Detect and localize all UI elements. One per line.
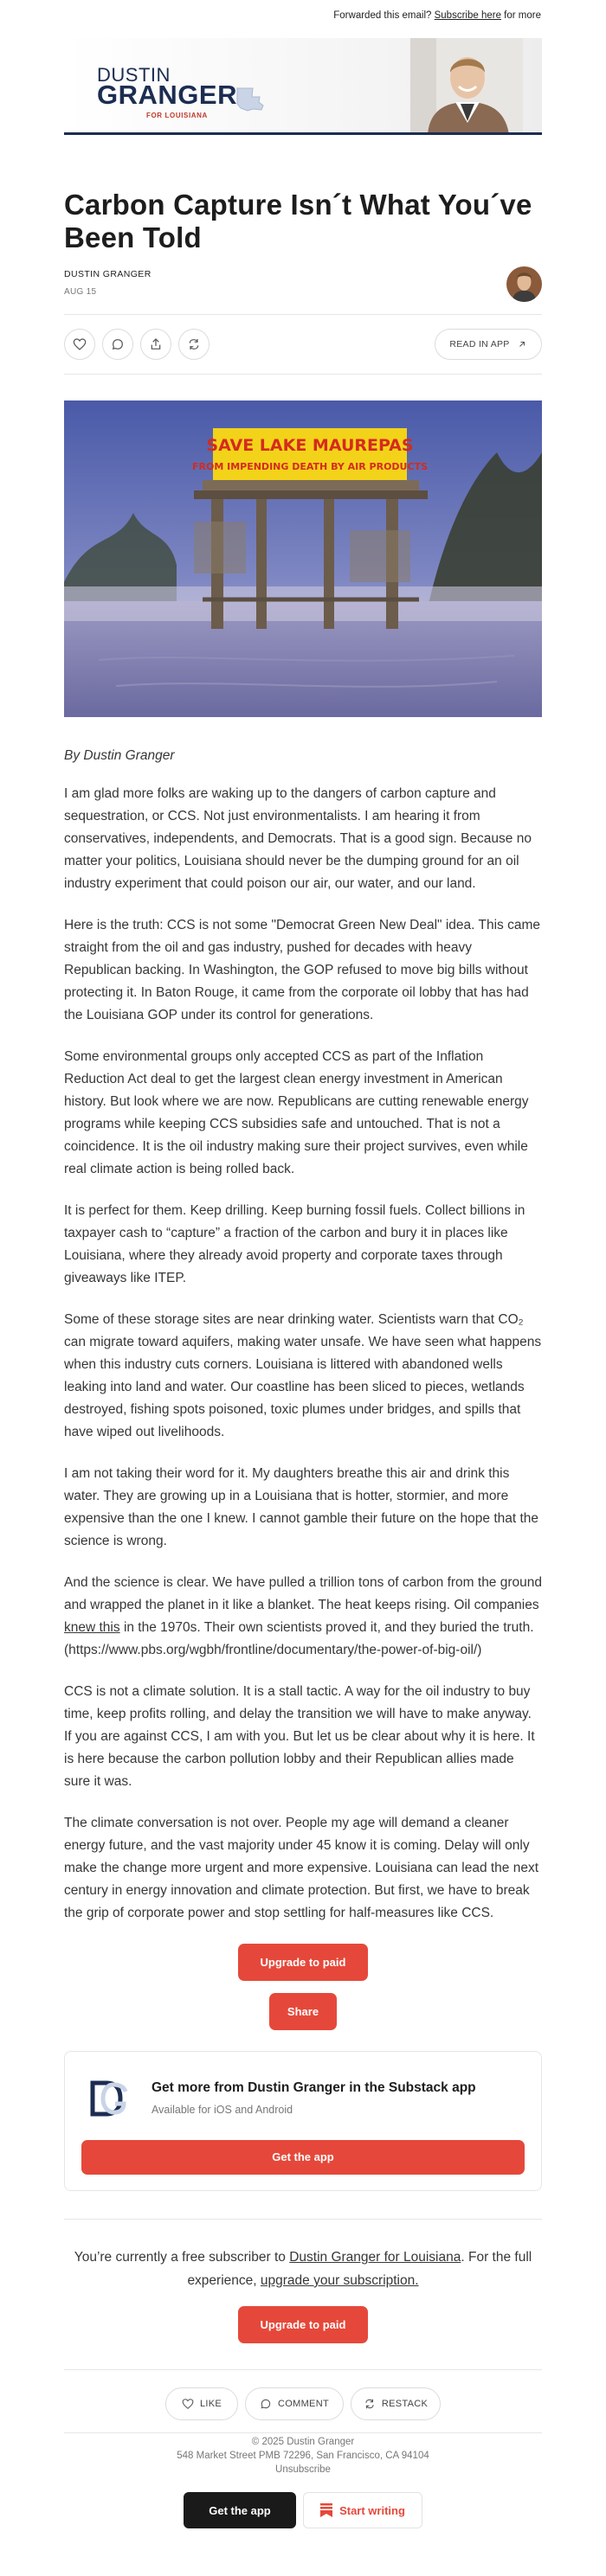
share-button[interactable] (140, 329, 171, 360)
like-button[interactable] (64, 329, 95, 360)
forwarded-notice (0, 0, 606, 31)
post-byline: By Dustin Granger (64, 748, 175, 763)
publication-link[interactable]: Dustin Granger for Louisiana (289, 2250, 461, 2265)
divider (64, 374, 542, 375)
substack-logo-icon (320, 2503, 332, 2517)
mailing-address: 548 Market Street PMB 72296, San Francisco, CA 94104 (177, 2451, 429, 2461)
share-post-button[interactable]: Share (269, 1993, 337, 2030)
body-paragraph: I am not taking their word for it. My daughters breathe this air and drink this water. They are growing up in a Louisiana that is hotter, stormier, and more expensive than the one I knew. I cannot gamble their future on the hope that the science is wrong. (64, 1466, 539, 1548)
like-label: LIKE (199, 2399, 222, 2409)
footer-comment-button[interactable] (245, 2387, 344, 2420)
restack-label: RESTACK (381, 2399, 429, 2409)
protest-sign-subtext: FROM IMPENDING DEATH BY AIR PRODUCTS (192, 461, 428, 472)
subscription-text: You’re currently a free subscriber to (74, 2250, 286, 2265)
upgrade-subscription-link[interactable]: upgrade your subscription. (260, 2273, 419, 2288)
app-promo-subtitle: Available for iOS and Android (152, 2104, 293, 2116)
logo-tagline: FOR LOUISIANA (146, 112, 208, 119)
post-meta (64, 269, 542, 314)
publication-logo-icon (87, 2078, 129, 2119)
body-paragraph: The climate conversation is not over. People my age will demand a cleaner energy future, and the vast majority under 45 know it is coming. Delay will only make the change more urgent and more expensive. Louisiana can lead the next century in energy innovation and climate protection. But first, we have to break the grip of corporate power and stop settling for half-measures like CCS. (64, 1816, 539, 1920)
body-paragraph: CCS is not a climate solution. It is a stall tactic. A way for the oil industry to buy time, keep profits rolling, and delay the transition we will have to make anyway. If you are against CCS, I am with you. But let us be clear about why it is here. It is here because the carbon pollution lobby and their Republican allies made sure it was. (64, 1684, 535, 1789)
start-writing-label: Start writing (339, 2503, 405, 2517)
hero-image[interactable] (64, 400, 542, 717)
heart-icon (182, 2398, 194, 2410)
paragraph-text: in the 1970s. Their own scientists proved it, and they buried the truth. (https://www.pbs.org/wgbh/frontline/documentary/the-power-of-big-oil/) (64, 1620, 534, 1657)
copyright: © 2025 Dustin Granger (251, 2437, 355, 2447)
bottom-buttons (64, 2492, 542, 2528)
body-paragraph: Here is the truth: CCS is not some "Democrat Green New Deal" idea. This came straight from the oil and gas industry, pushed for decades with heavy Republican backing. In Washington, the GOP refused to move big bills without protecting it. In Baton Rouge, it came from the corporate oil lobby that has had the Louisiana GOP under its control for generations. (64, 918, 540, 1022)
footer-legal (64, 2435, 542, 2477)
post-author[interactable]: DUSTIN GRANGER (64, 269, 152, 279)
subscription-note (64, 2246, 542, 2292)
author-avatar[interactable] (506, 266, 542, 302)
read-in-app-button[interactable] (435, 329, 542, 360)
restack-button[interactable] (178, 329, 210, 360)
unsubscribe-link[interactable]: Unsubscribe (275, 2464, 331, 2475)
paragraph-text: And the science is clear. We have pulled a trillion tons of carbon from the ground and wrapped the planet in it like a blanket. The heat keeps rising. Oil companies (64, 1575, 542, 1612)
post-action-bar (64, 315, 542, 374)
post-title[interactable]: Carbon Capture Isn´t What You´ve Been Told (64, 189, 532, 253)
upgrade-to-paid-button[interactable]: Upgrade to paid (238, 1944, 368, 1981)
divider (64, 2369, 542, 2370)
divider (64, 2219, 542, 2220)
comment-icon (260, 2398, 272, 2410)
get-the-app-button[interactable]: Get the app (81, 2140, 525, 2175)
comment-label: COMMENT (278, 2399, 329, 2409)
heart-icon (73, 337, 87, 351)
subscription-text: . For the full experience, (187, 2250, 532, 2288)
comment-icon (111, 337, 125, 351)
app-promo-title: Get more from Dustin Granger in the Substack app (152, 2080, 476, 2095)
avatar-image (506, 266, 542, 302)
footer-restack-button[interactable] (351, 2387, 441, 2420)
body-paragraph (64, 1572, 542, 1662)
protest-sign-text: SAVE LAKE MAUREPAS (206, 436, 414, 455)
footer-get-app-button[interactable]: Get the app (184, 2492, 296, 2528)
post-date: AUG 15 (64, 287, 97, 297)
knew-this-link[interactable]: knew this (64, 1620, 120, 1635)
body-paragraph: I am glad more folks are waking up to the dangers of carbon capture and sequestration, or CCS. Not just environmentalists. I am hearing it from conservatives, independents, and Democrats. That is a good sign. Because no matter your politics, Louisiana should never be the dumping ground for an oil industry experiment that could poison our air, our water, and our land. (64, 786, 532, 891)
restack-icon (364, 2398, 376, 2410)
start-writing-button[interactable] (303, 2492, 422, 2528)
logo-last-name: GRANGER (97, 80, 237, 110)
body-paragraph: It is perfect for them. Keep drilling. Keep burning fossil fuels. Collect billions in taxpayer cash to “capture” a fraction of the carbon and bury it in places like Louisiana, where they already avoid property and corporate taxes through giveaways like ITEP. (64, 1203, 525, 1285)
share-icon (149, 337, 163, 351)
body-paragraph: Some of these storage sites are near drinking water. Scientists warn that CO₂ can migrate toward aquifers, making water unsafe. We have seen what happens when this industry cuts corners. Louisiana is littered with abandoned wells leaking into land and water. Our coastline has been sliced to pieces, wetlands destroyed, fishing spots poisoned, toxic plumes under bridges, and spills that have wiped out livelihoods. (64, 1312, 542, 1439)
divider (64, 2432, 542, 2433)
candidate-photo (410, 38, 523, 135)
logo-first-name: DUSTIN (97, 64, 171, 86)
footer-upgrade-button[interactable]: Upgrade to paid (238, 2306, 368, 2343)
app-promo-card (64, 2051, 542, 2191)
arrow-up-right-icon (517, 339, 527, 349)
forwarded-text: Forwarded this email? (333, 10, 432, 21)
footer-like-button[interactable] (165, 2387, 238, 2420)
comment-button[interactable] (102, 329, 133, 360)
flooded-camp-photo (64, 400, 542, 717)
forwarded-suffix: for more (504, 10, 541, 21)
louisiana-state-icon (235, 87, 265, 112)
footer-action-bar (64, 2387, 542, 2420)
publication-banner[interactable] (64, 38, 542, 135)
subscribe-link[interactable]: Subscribe here (434, 10, 501, 21)
read-in-app-label: READ IN APP (449, 339, 510, 349)
body-paragraph: Some environmental groups only accepted CCS as part of the Inflation Reduction Act deal to get the largest clean energy investment in American history. But look where we are now. Republicans are cutting renewable energy programs while keeping CCS subsidies safe and untouched. That is not a coincidence. It is the oil industry making sure their project survives, even while real climate action is being rolled back. (64, 1049, 529, 1176)
restack-icon (187, 337, 201, 351)
